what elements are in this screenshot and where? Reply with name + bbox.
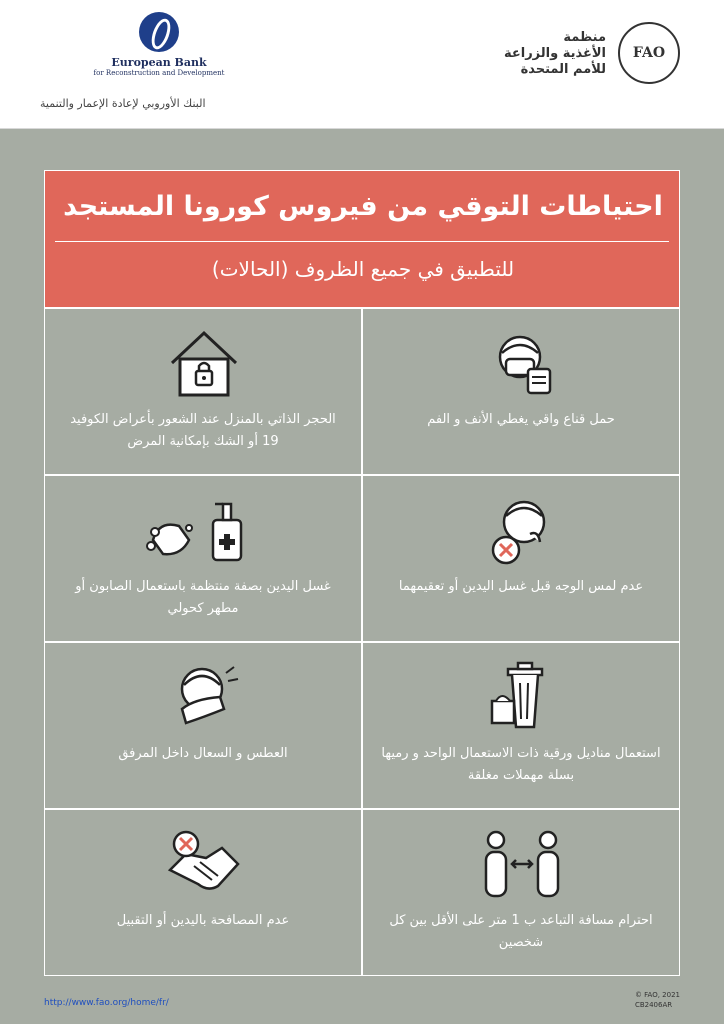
precaution-cell bbox=[44, 642, 362, 809]
precaution-cell bbox=[44, 809, 362, 976]
title-divider bbox=[55, 241, 669, 242]
copyright-text: © FAO, 2021 bbox=[634, 991, 680, 999]
fao-name-line: الأغذية والزراعة bbox=[503, 46, 606, 61]
face-mask-icon bbox=[482, 323, 562, 403]
tissue-bin-icon bbox=[482, 657, 562, 737]
ebrd-name: European Bank bbox=[111, 56, 207, 69]
ebrd-logo bbox=[84, 12, 234, 77]
page-subtitle: للتطبيق في جميع الظروف (الحالات) bbox=[211, 257, 515, 281]
fao-name-line: للأمم المتحدة bbox=[520, 62, 606, 77]
precaution-cell bbox=[362, 642, 680, 809]
precaution-text: غسل اليدين بصفة منتظمة باستعمال الصابون أو مطهر كحولي bbox=[75, 579, 331, 616]
social-distance-icon bbox=[458, 824, 586, 904]
precautions-grid bbox=[44, 308, 680, 976]
footer-link[interactable]: http://www.fao.org/home/fr/ bbox=[44, 998, 169, 1008]
precaution-cell bbox=[362, 475, 680, 642]
sneeze-elbow-icon bbox=[164, 657, 244, 737]
title-banner bbox=[44, 170, 680, 308]
fao-name bbox=[476, 30, 606, 78]
precaution-text: استعمال مناديل ورقية ذات الاستعمال الواحد و رميها بسلة مهملات مغلقة bbox=[381, 746, 661, 783]
fao-logo-icon: FAO bbox=[618, 22, 680, 84]
handwash-sanitizer-icon bbox=[145, 490, 265, 570]
precaution-text: عدم لمس الوجه قبل غسل اليدين أو تعقيمهما bbox=[398, 579, 644, 594]
header bbox=[0, 0, 724, 129]
precaution-cell bbox=[44, 475, 362, 642]
precaution-text: عدم المصافحة باليدين أو التقبيل bbox=[116, 913, 290, 928]
fao-name-line: منظمة bbox=[563, 30, 606, 45]
no-handshake-icon bbox=[164, 824, 244, 904]
ebrd-subtitle: for Reconstruction and Development bbox=[93, 69, 225, 77]
precaution-cell bbox=[362, 308, 680, 475]
no-face-touch-icon bbox=[482, 490, 562, 570]
ebrd-logo-icon bbox=[139, 12, 179, 52]
document-code: CB2406AR bbox=[634, 1001, 673, 1009]
ebrd-arabic-name: البنك الأوروبي لإعادة الإعمار والتنمية bbox=[40, 97, 206, 110]
precaution-text: حمل قناع واقي يغطي الأنف و الفم bbox=[427, 412, 615, 427]
precaution-text: الحجر الذاتي بالمنزل عند الشعور بأعراض الكوفيد 19 أو الشك بإمكانية المرض bbox=[70, 412, 336, 449]
precaution-cell bbox=[44, 308, 362, 475]
page-title: احتياطات التوقي من فيروس كورونا المستجد bbox=[63, 191, 663, 222]
precaution-text: العطس و السعال داخل المرفق bbox=[118, 746, 288, 761]
footer-copyright bbox=[635, 990, 680, 1010]
precaution-cell bbox=[362, 809, 680, 976]
house-lock-icon bbox=[164, 323, 244, 403]
precaution-text: احترام مسافة التباعد ب 1 متر على الأقل بين كل شخصين bbox=[389, 913, 653, 950]
